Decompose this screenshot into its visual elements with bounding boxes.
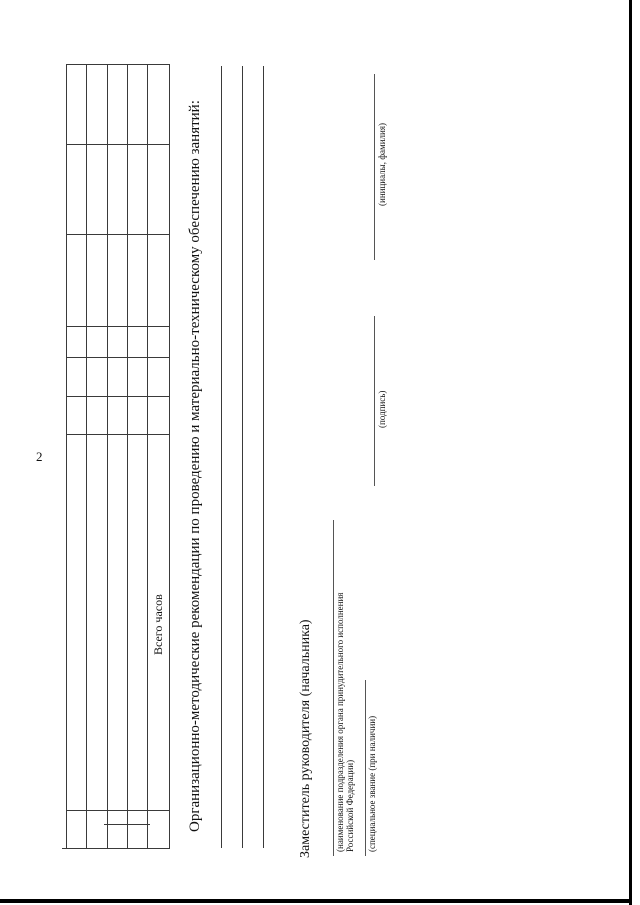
recommendations-line [242, 66, 243, 848]
name-underline [374, 74, 375, 260]
unit-caption: Российской Федерации) [345, 759, 355, 852]
scan-border-bottom [0, 899, 632, 903]
table-line [169, 64, 170, 849]
table-line [66, 810, 170, 811]
position-title: Заместитель руководителя (начальника) [298, 619, 313, 858]
table-line [66, 64, 67, 849]
table-line [66, 64, 170, 65]
table-line [66, 326, 170, 327]
rank-caption: (специальное звание (при наличии) [367, 715, 377, 852]
unit-caption: (наименование подразделения органа принудительного исполнения [335, 592, 345, 852]
table-line [66, 144, 170, 145]
recommendations-heading: Организационно-методические рекомендации по проведению и материально-техническому обеспечению занятий: [187, 100, 203, 832]
table-line [66, 434, 170, 435]
table-line [62, 848, 170, 849]
table-line [66, 357, 170, 358]
scan-border-right [629, 0, 632, 905]
name-caption: (инициалы, фамилия) [377, 123, 387, 206]
table-line [104, 824, 150, 825]
table-line [107, 64, 108, 849]
unit-underline [333, 520, 334, 856]
recommendations-line [221, 66, 222, 848]
table-line [86, 64, 87, 849]
table-line [66, 396, 170, 397]
page-number: 2 [36, 449, 43, 464]
table-line [127, 64, 128, 849]
signature-caption: (подпись) [377, 390, 387, 428]
rank-underline [365, 680, 366, 856]
total-hours-label: Всего часов [151, 594, 165, 655]
table-line [147, 64, 148, 849]
signature-underline [374, 316, 375, 486]
recommendations-line [263, 66, 264, 848]
table-line [66, 234, 170, 235]
